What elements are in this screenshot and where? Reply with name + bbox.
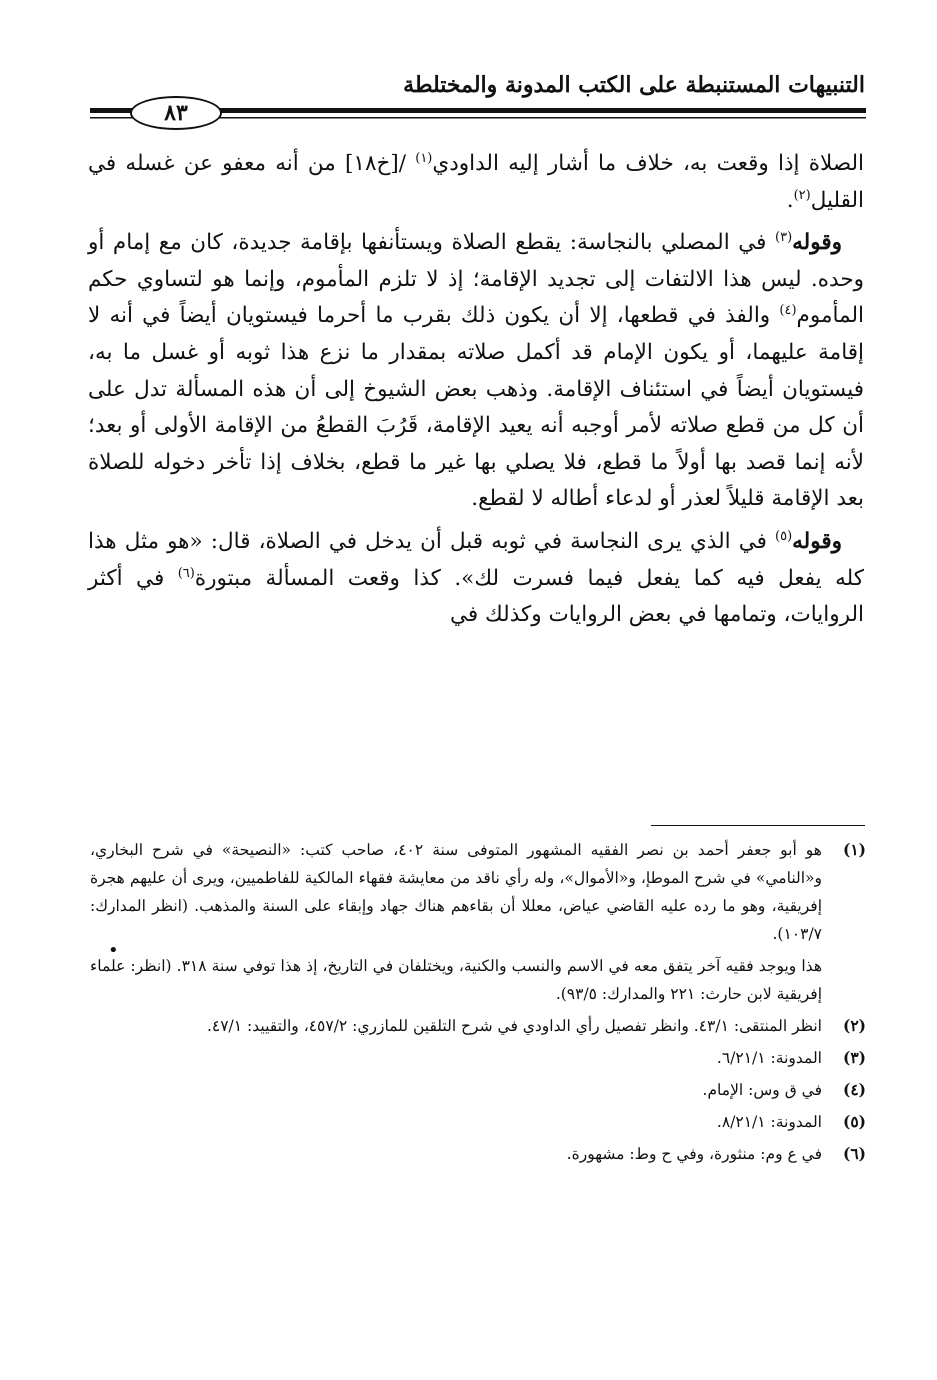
footnote-text: انظر المنتقى: ٤٣/١. وانظر تفصيل رأي الداودي في شرح التلقين للمازري: ٤٥٧/٢، والتقييد: ٤٧/١. (206, 1017, 822, 1035)
p2-text-a: في المصلي بالنجاسة: يقطع الصلاة ويستأنفها بإقامة جديدة، كان مع إمام أو وحده. ليس هذا الالتفات إلى تجديد الإقامة؛ إذ لا تلزم المأموم، وإنما هو لتساوي حكم المأموم (88, 230, 864, 329)
footnote-ref-4: (٤) (779, 303, 797, 319)
p1-text: الصلاة إذا وقعت به، خلاف ما أشار إليه الداودي (432, 151, 864, 176)
footnote-4 (90, 1076, 866, 1104)
footnote-text: في ع وم: منثورة، وفي ح وط: مشهورة. (566, 1145, 822, 1163)
footnote-5 (90, 1108, 866, 1136)
p2-text-b: والفذ في قطعها، إلا أن يكون ذلك بقرب ما أحرما فيستويان أيضاً في أنه لا إقامة عليهما، أو يكون الإمام قد أكمل صلاته بمقدار ما نزع هذا ثوبه أو غسل ما به، فيستويان أيضاً في استئناف الإقامة. وذهب بعض الشيوخ إلى أن هذه المسألة تدل على أن كل من قطع صلاته لأمر أوجبه أنه يعيد الإقامة، قَرُبَ القطعُ من الإقامة الأولى أو بعد؛ لأنه إنما قصد بها أولاً ما قطع، فلا يصلي بها غير ما قطع، بخلاف إذا تأخر دخوله للصلاة بعد الإقامة قليلاً لعذر أو لدعاء أطاله لا لقطع. (88, 303, 864, 512)
footnote-text: المدونة: ٨/٢١/١. (716, 1113, 822, 1131)
footnote-number: (١) (842, 840, 866, 859)
paragraph-3 (88, 524, 864, 634)
paragraph-2 (88, 225, 864, 518)
footnote-1-continuation: هذا ويوجد فقيه آخر يتفق معه في الاسم والنسب والكنية، ويختلفان في التاريخ، إذ هذا توفي سنة ٣١٨. (انظر: علماء إفريقية لابن حارث: ٢٢١ والمدارك: ٩٣/٥). (90, 957, 822, 1003)
footnote-ref-1: (١) (415, 150, 433, 166)
running-title: التنبيهات المستنبطة على الكتب المدونة والمختلطة (403, 72, 865, 98)
paragraph-1 (88, 146, 864, 219)
p1-mid-text: /[خ١٨] من أنه معفو عن غسله في القليل (88, 151, 864, 213)
footnote-number: (٤) (842, 1080, 866, 1099)
footnotes (90, 836, 866, 1172)
footnote-number: (٣) (842, 1048, 866, 1067)
p1-end: . (786, 187, 794, 213)
footnote-text: المدونة: ٦/٢١/١. (716, 1049, 822, 1067)
p2-lead: وقوله (792, 230, 842, 256)
footnote-1 (90, 836, 866, 948)
p3-text-a: في الذي يرى النجاسة في ثوبه قبل أن يدخل في الصلاة، قال: «هو مثل هذا كله يفعل فيه كما يفعل فيما فسرت لك». كذا وقعت المسألة مبتورة (88, 528, 864, 591)
footnote-separator (651, 825, 865, 826)
p3-text-b: في أكثر الروايات، وتمامها في بعض الروايات وكذلك في (88, 565, 864, 628)
footnote-number: (٥) (842, 1112, 866, 1131)
footnote-ref-2: (٢) (793, 187, 811, 203)
footnote-ref-5: (٥) (775, 528, 793, 544)
footnote-number: (٦) (842, 1144, 866, 1163)
footnote-text: هو أبو جعفر أحمد بن نصر الفقيه المشهور المتوفى سنة ٤٠٢، صاحب كتب: «النصيحة» في شرح البخاري، و«النامي» في شرح الموطإ، و«الأموال»، وله رأي ناقد من معايشة فقهاء المالكية للفاطميين، ويرى أن عليهم هجرة إفريقية، وهو ما رده عليه القاضي عياض، معللا أن بقاءهم هناك جهاد وإبقاء على السنة والمذهب. (انظر المدارك: ١٠٣/٧). (90, 841, 822, 943)
footnote-ref-6: (٦) (177, 565, 195, 581)
footnote-ref-3: (٣) (775, 230, 793, 246)
footnote-6 (90, 1140, 866, 1168)
footnote-number: (٢) (842, 1016, 866, 1035)
margin-dot: • (108, 940, 119, 961)
p3-lead: وقوله (792, 528, 842, 554)
page-number: ٨٣ (130, 96, 222, 130)
footnote-2 (90, 1012, 866, 1040)
footnote-3 (90, 1044, 866, 1072)
footnote-text: في ق وس: الإمام. (702, 1081, 822, 1099)
main-text (88, 146, 864, 634)
